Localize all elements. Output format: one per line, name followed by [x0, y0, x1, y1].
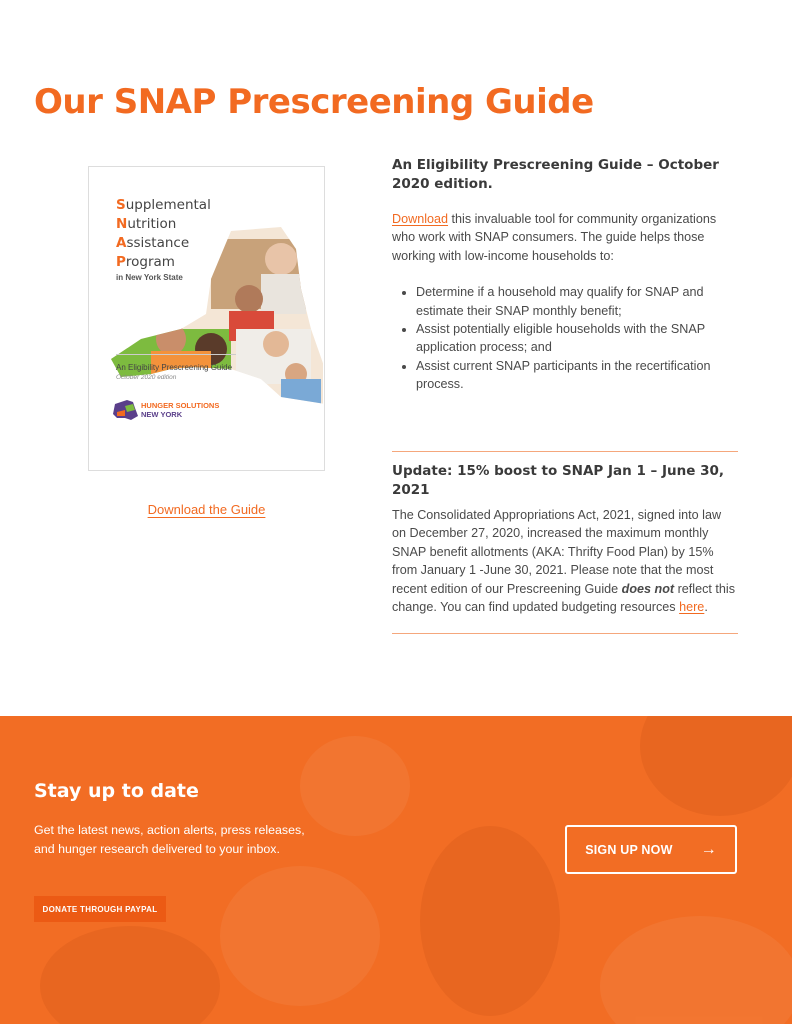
hunger-solutions-logo-icon: [111, 398, 139, 422]
download-link[interactable]: Download: [392, 212, 449, 226]
section-divider: [392, 633, 738, 634]
donate-paypal-button[interactable]: DONATE THROUGH PAYPAL: [34, 896, 166, 922]
update-paragraph: The Consolidated Appropriations Act, 2021, signed into law on December 27, 2020, increased the maximum monthly SNAP benefit allotments (AKA: Thrifty Food Plan) by 15% from January 1 -June 30, 2021. Please note that the most recent edition of our Prescreening Guide does not reflect this change. You can find updated budgeting resources here.: [392, 508, 735, 615]
newsletter-band: [0, 716, 792, 1024]
cover-divider: [116, 354, 236, 355]
sign-up-button[interactable]: [565, 825, 737, 874]
intro-section: [392, 156, 738, 394]
arrow-right-icon: →: [700, 840, 717, 858]
cover-guide-name: An Eligibility Prescreening Guide: [116, 363, 233, 372]
list-item: • Determine if a household may qualify for SNAP and estimate their SNAP monthly benefit;: [416, 283, 738, 320]
newsletter-text: Get the latest news, action alerts, press releases, and hunger research delivered to your inbox.: [34, 823, 305, 856]
cover-edition: October 2020 edition: [116, 374, 177, 381]
intro-paragraph: Download this invaluable tool for community organizations who work with SNAP consumers. The guide helps those working with low-income households to:: [392, 212, 717, 263]
guide-cover-image[interactable]: [88, 166, 325, 471]
update-section: [392, 462, 738, 616]
section-divider: [392, 451, 738, 452]
newsletter-title: Stay up to date: [34, 780, 199, 802]
list-item: • Assist potentially eligible households with the SNAP application process; and: [416, 320, 738, 357]
here-link[interactable]: here: [679, 600, 705, 615]
intro-heading: An Eligibility Prescreening Guide – October 2020 edition.: [392, 157, 719, 192]
intro-bullet-list: [392, 283, 738, 393]
cover-title: Supplemental Nutrition Assistance Program: [116, 197, 211, 270]
hunger-solutions-logo-text: HUNGER SOLUTIONS NEW YORK: [141, 401, 220, 419]
page-title: Our SNAP Prescreening Guide: [34, 82, 594, 122]
list-item: • Assist current SNAP participants in the recertification process.: [416, 357, 738, 394]
cover-subtitle: in New York State: [116, 273, 183, 282]
download-guide-link[interactable]: Download the Guide: [147, 502, 266, 517]
sign-up-label: SIGN UP NOW: [585, 842, 673, 857]
update-heading: Update: 15% boost to SNAP Jan 1 – June 30, 2021: [392, 463, 725, 498]
emphasis-text: does not: [621, 581, 675, 596]
